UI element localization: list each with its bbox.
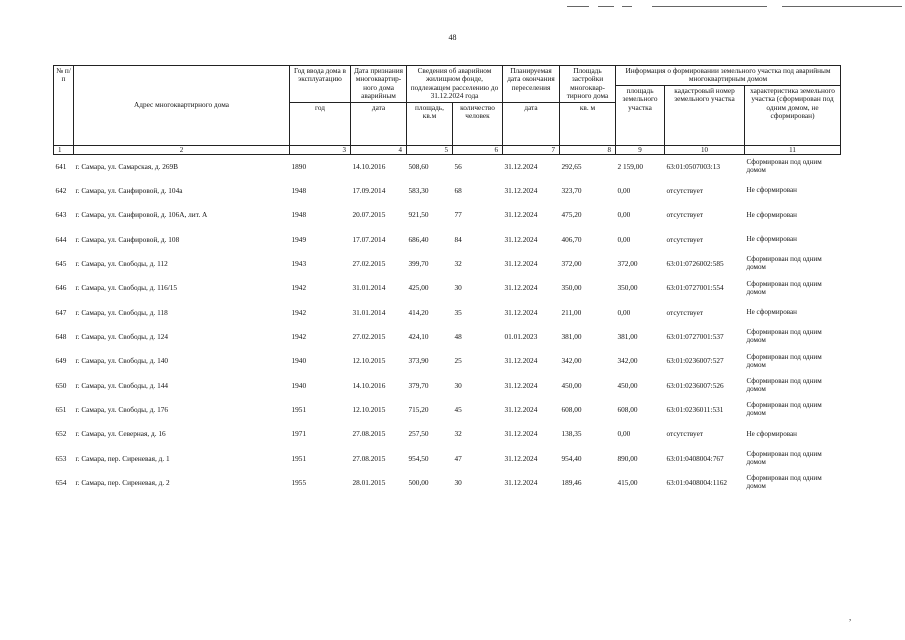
table-row (54, 374, 841, 398)
address: г. Самара, ул. Свободы, д. 176 (75, 405, 169, 415)
residents: 30 (454, 283, 462, 293)
building-area: 406,70 (561, 234, 582, 244)
header-date-unsafe: Дата признания многоквартир-ного дома аварийным (351, 66, 407, 103)
year-built: 1942 (291, 331, 307, 341)
col-number: 1 (54, 145, 74, 154)
residents: 45 (454, 405, 462, 415)
land-area: 372,00 (617, 258, 638, 268)
planned-date: 31.12.2024 (504, 161, 538, 171)
fund-area: 500,00 (408, 478, 429, 488)
year-built: 1940 (291, 380, 307, 390)
building-area: 475,20 (561, 210, 582, 220)
residents: 77 (454, 210, 462, 220)
header-building-area: Площадь застройки многоквар-тирного дома (560, 66, 616, 103)
residents: 56 (454, 161, 462, 171)
row-number: 653 (55, 453, 67, 463)
page-number: 48 (448, 33, 457, 42)
row-number: 642 (55, 185, 67, 195)
land-status: Сформирован под одним домом (746, 157, 822, 174)
planned-date: 31.12.2024 (504, 356, 538, 366)
planned-date: 31.12.2024 (504, 307, 538, 317)
address: г. Самара, ул. Свободы, д. 124 (75, 331, 169, 341)
fund-area: 686,40 (408, 234, 429, 244)
table-row (54, 252, 841, 276)
row-number: 644 (55, 234, 67, 244)
year-built: 1951 (291, 405, 307, 415)
land-area: 2 159,00 (617, 161, 644, 171)
row-number: 654 (55, 478, 67, 488)
table-row (54, 228, 841, 252)
year-built: 1943 (291, 258, 307, 268)
col-number: 9 (616, 145, 665, 154)
table-row (54, 179, 841, 203)
cadastral-number: 63:01:0507003:13 (666, 161, 721, 171)
fund-area: 414,20 (408, 307, 429, 317)
address: г. Самара, ул. Санфировой, д. 106А, лит. А (75, 210, 208, 220)
year-built: 1890 (291, 161, 307, 171)
land-area: 450,00 (617, 380, 638, 390)
land-status: Не сформирован (746, 307, 797, 316)
year-built: 1948 (291, 210, 307, 220)
land-status: Сформирован под одним домом (746, 352, 822, 369)
date-unsafe: 20.07.2015 (352, 210, 386, 220)
land-status: Не сформирован (746, 210, 797, 219)
date-unsafe: 27.02.2015 (352, 258, 386, 268)
building-area: 189,46 (561, 478, 582, 488)
row-number: 645 (55, 258, 67, 268)
land-status: Не сформирован (746, 429, 797, 438)
table-row (54, 349, 841, 373)
header-address: Адрес многоквартирного дома (74, 66, 290, 146)
land-area: 608,00 (617, 405, 638, 415)
residents: 32 (454, 258, 462, 268)
top-rule-5 (782, 6, 902, 7)
col-number: 8 (560, 145, 616, 154)
date-unsafe: 31.01.2014 (352, 307, 386, 317)
header-characteristic: характеристика земельного участка (сформирован под одним домом, не сформирован) (745, 85, 841, 145)
row-number: 646 (55, 283, 67, 293)
land-status: Сформирован под одним домом (746, 279, 822, 296)
table-row (54, 325, 841, 349)
planned-date: 31.12.2024 (504, 185, 538, 195)
date-unsafe: 12.10.2015 (352, 405, 386, 415)
land-area: 0,00 (617, 210, 631, 220)
planned-date: 31.12.2024 (504, 234, 538, 244)
row-number: 648 (55, 331, 67, 341)
year-built: 1951 (291, 453, 307, 463)
fund-area: 583,30 (408, 185, 429, 195)
cadastral-number: отсутствует (666, 429, 704, 439)
building-area: 292,65 (561, 161, 582, 171)
cadastral-number: 63:01:0727001:554 (666, 283, 724, 293)
date-unsafe: 17.07.2014 (352, 234, 386, 244)
header-num: № п/п (54, 66, 74, 146)
residents: 30 (454, 380, 462, 390)
fund-area: 921,50 (408, 210, 429, 220)
year-built: 1955 (291, 478, 307, 488)
cadastral-number: 63:01:0408004:767 (666, 453, 724, 463)
date-unsafe: 14.10.2016 (352, 380, 386, 390)
residents: 25 (454, 356, 462, 366)
header-land-info: Информация о формировании земельного участка под аварийным многоквартирным домом (616, 66, 841, 86)
cadastral-number: 63:01:0408004:1162 (666, 478, 728, 488)
table-row (54, 447, 841, 471)
table-row (54, 154, 841, 179)
building-area: 450,00 (561, 380, 582, 390)
housing-table (53, 65, 841, 495)
col-number: 2 (74, 145, 290, 154)
fund-area: 399,70 (408, 258, 429, 268)
address: г. Самара, пер. Сиреневая, д. 1 (75, 453, 170, 463)
address: г. Самара, ул. Свободы, д. 140 (75, 356, 169, 366)
date-unsafe: 17.09.2014 (352, 185, 386, 195)
fund-area: 715,20 (408, 405, 429, 415)
row-number: 641 (55, 161, 67, 171)
planned-date: 31.12.2024 (504, 380, 538, 390)
address: г. Самара, ул. Санфировой, д. 108 (75, 234, 180, 244)
col-number: 3 (290, 145, 351, 154)
address: г. Самара, пер. Сиреневая, д. 2 (75, 478, 170, 488)
building-area: 372,00 (561, 258, 582, 268)
header-year: Год ввода дома в эксплуатацию (290, 66, 351, 103)
date-unsafe: 31.01.2014 (352, 283, 386, 293)
table-row (54, 471, 841, 495)
land-area: 0,00 (617, 234, 631, 244)
planned-date: 31.12.2024 (504, 210, 538, 220)
date-unsafe: 14.10.2016 (352, 161, 386, 171)
date-unsafe: 27.08.2015 (352, 453, 386, 463)
fund-area: 508,60 (408, 161, 429, 171)
year-built: 1942 (291, 307, 307, 317)
date-unsafe: 28.01.2015 (352, 478, 386, 488)
building-area: 211,00 (561, 307, 582, 317)
address: г. Самара, ул. Свободы, д. 116/15 (75, 283, 178, 293)
land-area: 342,00 (617, 356, 638, 366)
residents: 30 (454, 478, 462, 488)
residents: 32 (454, 429, 462, 439)
table-row (54, 422, 841, 446)
land-area: 415,00 (617, 478, 638, 488)
cadastral-number: 63:01:0236007:526 (666, 380, 724, 390)
date-unsafe: 12.10.2015 (352, 356, 386, 366)
unit-people: количество человек (453, 102, 503, 145)
col-number: 5 (407, 145, 453, 154)
residents: 35 (454, 307, 462, 317)
land-status: Сформирован под одним домом (746, 450, 822, 466)
address: г. Самара, ул. Северная, д. 16 (75, 429, 166, 439)
margin-mark: , (849, 612, 852, 622)
cadastral-number: 63:01:0726002:585 (666, 258, 724, 268)
col-number: 4 (351, 145, 407, 154)
unit-year: год (290, 102, 351, 145)
col-number: 11 (745, 145, 841, 154)
unit-building: кв. м (560, 102, 616, 145)
top-rule-1 (567, 6, 589, 7)
planned-date: 31.12.2024 (504, 405, 538, 415)
fund-area: 257,50 (408, 429, 429, 439)
row-number: 647 (55, 307, 67, 317)
building-area: 323,70 (561, 185, 582, 195)
planned-date: 31.12.2024 (504, 258, 538, 268)
col-number: 10 (665, 145, 745, 154)
year-built: 1948 (291, 185, 307, 195)
planned-date: 01.01.2023 (504, 331, 538, 341)
header-planned: Планируемая дата окончания переселения (503, 66, 560, 103)
top-rule-2 (598, 6, 614, 7)
address: г. Самара, ул. Свободы, д. 118 (75, 307, 168, 317)
land-area: 381,00 (617, 331, 638, 341)
date-unsafe: 27.08.2015 (352, 429, 386, 439)
year-built: 1942 (291, 283, 307, 293)
address: г. Самара, ул. Самарская, д. 269В (75, 161, 179, 171)
building-area: 954,40 (561, 453, 582, 463)
land-area: 0,00 (617, 185, 631, 195)
table-row (54, 276, 841, 300)
cadastral-number: отсутствует (666, 185, 704, 195)
year-built: 1940 (291, 356, 307, 366)
unit-planned: дата (503, 102, 560, 145)
row-number: 643 (55, 210, 67, 220)
planned-date: 31.12.2024 (504, 283, 538, 293)
column-number-row (54, 145, 841, 154)
table-row (54, 203, 841, 227)
building-area: 381,00 (561, 331, 582, 341)
row-number: 651 (55, 405, 67, 415)
cadastral-number: 63:01:0236011:531 (666, 405, 724, 415)
building-area: 608,00 (561, 405, 582, 415)
cadastral-number: 63:01:0727001:537 (666, 331, 724, 341)
header-land-area: площадь земельного участка (616, 85, 665, 145)
header-fund: Сведения об аварийном жилищном фонде, подлежащем расселению до 31.12.2024 года (407, 66, 503, 103)
building-area: 350,00 (561, 283, 582, 293)
unit-date: дата (351, 102, 407, 145)
land-status: Не сформирован (746, 186, 797, 195)
top-rule-4 (652, 6, 767, 7)
table-row (54, 398, 841, 422)
row-number: 649 (55, 356, 67, 366)
land-area: 890,00 (617, 453, 638, 463)
cadastral-number: отсутствует (666, 234, 704, 244)
year-built: 1949 (291, 234, 307, 244)
building-area: 138,35 (561, 429, 582, 439)
year-built: 1971 (291, 429, 307, 439)
address: г. Самара, ул. Свободы, д. 144 (75, 380, 169, 390)
residents: 68 (454, 185, 462, 195)
col-number: 6 (453, 145, 503, 154)
address: г. Самара, ул. Свободы, д. 112 (75, 258, 168, 268)
planned-date: 31.12.2024 (504, 429, 538, 439)
building-area: 342,00 (561, 356, 582, 366)
residents: 48 (454, 331, 462, 341)
unit-area: площадь, кв.м (407, 102, 453, 145)
land-status: Сформирован под одним домом (746, 328, 822, 345)
land-status: Сформирован под одним домом (746, 401, 822, 418)
cadastral-number: отсутствует (666, 210, 704, 220)
land-area: 0,00 (617, 429, 631, 439)
residents: 84 (454, 234, 462, 244)
land-status: Сформирован под одним домом (746, 377, 822, 393)
fund-area: 424,10 (408, 331, 429, 341)
fund-area: 373,90 (408, 356, 429, 366)
land-area: 350,00 (617, 283, 638, 293)
header-cadastral: кадастровый номер земельного участка (665, 85, 745, 145)
land-status: Сформирован под одним домом (746, 255, 822, 272)
table-row (54, 301, 841, 325)
top-rule-3 (622, 6, 632, 7)
cadastral-number: отсутствует (666, 307, 704, 317)
residents: 47 (454, 453, 462, 463)
address: г. Самара, ул. Санфировой, д. 104а (75, 185, 183, 195)
fund-area: 425,00 (408, 283, 429, 293)
planned-date: 31.12.2024 (504, 478, 538, 488)
fund-area: 379,70 (408, 380, 429, 390)
col-number: 7 (503, 145, 560, 154)
cadastral-number: 63:01:0236007:527 (666, 356, 724, 366)
row-number: 650 (55, 380, 67, 390)
planned-date: 31.12.2024 (504, 453, 538, 463)
land-status: Сформирован под одним домом (746, 474, 822, 491)
row-number: 652 (55, 429, 67, 439)
date-unsafe: 27.02.2015 (352, 331, 386, 341)
fund-area: 954,50 (408, 453, 429, 463)
land-area: 0,00 (617, 307, 631, 317)
land-status: Не сформирован (746, 234, 797, 243)
